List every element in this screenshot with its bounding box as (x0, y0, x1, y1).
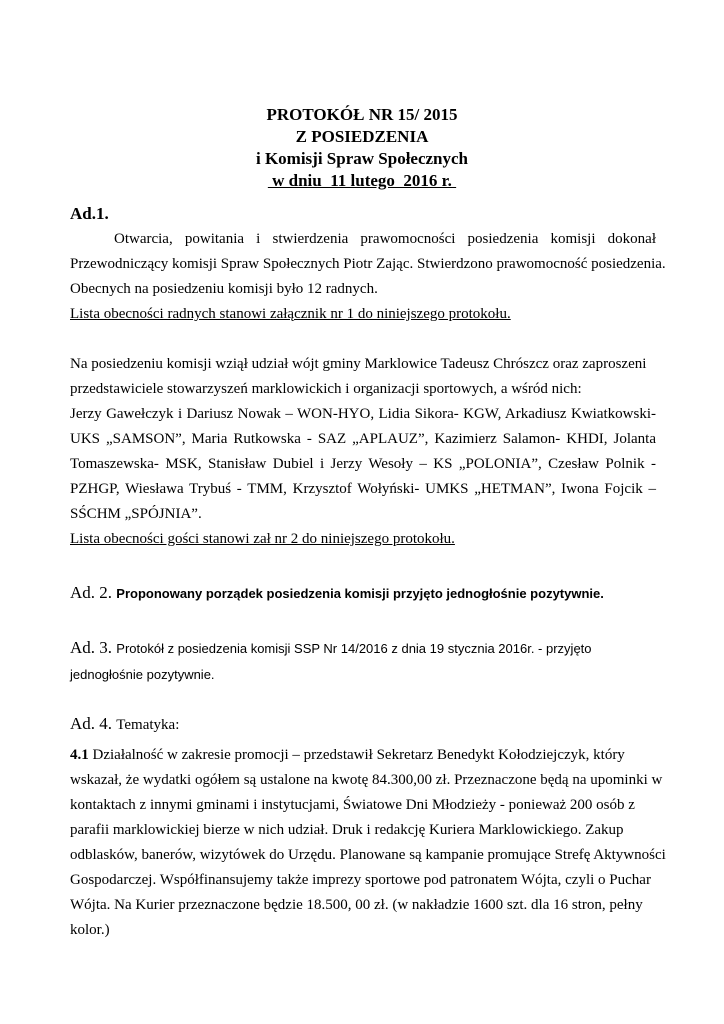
ad4-row (70, 714, 179, 734)
ad4-item-line-8: kolor.) (70, 922, 110, 938)
title-line-3: i Komisji Spraw Społecznych (255, 149, 469, 168)
ad1-guests-note: Lista obecności gości stanowi zał nr 2 do niniejszego protokołu. (70, 531, 455, 547)
ad3-heading: Ad. 3. (70, 638, 113, 657)
ad4-item-text: Działalność w zakresie promocji – przedstawił Sekretarz Benedykt Kołodziejczyk, który (88, 747, 625, 763)
ad4-item-first-line (70, 746, 625, 764)
ad4-item-line-7: Wójta. Na Kurier przeznaczone będzie 18.500, 00 zł. (w nakładzie 1600 szt. dla 16 stron, pełny (70, 897, 643, 913)
ad1-attendance-note: Lista obecności radnych stanowi załącznik nr 1 do niniejszego protokołu. (70, 306, 511, 322)
ad4-item-line-4: parafii marklowickiej bierze w nich udział. Druk i redakcję Kuriera Marklowickiego. Zakup (70, 822, 624, 838)
ad4-item-line-2: wskazał, że wydatki ogółem są ustalone na kwotę 84.300,00 zł. Przeznaczone będą na upominki w (70, 772, 663, 788)
ad1-p2-line-3: Jerzy Gawełczyk i Dariusz Nowak – WON-HYO, Lidia Sikora- KGW, Arkadiusz Kwiatkowski- (70, 406, 656, 422)
ad4-item-line-6: Gospodarczej. Współfinansujemy także imprezy sportowe pod patronatem Wójta, czyli o Puchar (70, 872, 651, 888)
ad2-row (70, 583, 604, 603)
ad1-p2-line-4: UKS „SAMSON”, Maria Rutkowska - SAZ „APLAUZ”, Kazimierz Salamon- KHDI, Jolanta (70, 431, 656, 447)
title-date: w dniu 11 lutego 2016 r. (267, 171, 457, 190)
ad3-row (70, 638, 592, 658)
ad1-p2-line-6: PZHGP, Wiesława Trybuś - TMM, Krzysztof Wołyński- UMKS „HETMAN”, Iwona Fojcik – (70, 481, 656, 497)
ad1-p1-line-3: Obecnych na posiedzeniu komisji było 12 radnych. (70, 281, 378, 297)
ad1-p2-line-5: Tomaszewska- MSK, Stanisław Dubiel i Jerzy Wesoły – KS „POLONIA”, Czesław Polnik - (70, 456, 656, 472)
title-line-2: Z POSIEDZENIA (295, 127, 429, 146)
ad4-item-line-3: kontaktach z innymi gminami i instytucjami, Światowe Dni Młodzieży - ponieważ 200 osób z (70, 797, 635, 813)
ad1-p2-line-1: Na posiedzeniu komisji wziął udział wójt gminy Marklowice Tadeusz Chrószcz oraz zaproszeni (70, 356, 647, 372)
ad1-p1-line-1: Otwarcia, powitania i stwierdzenia prawomocności posiedzenia komisji dokonał (114, 231, 656, 247)
ad4-heading: Ad. 4. (70, 714, 113, 733)
document-title (0, 104, 724, 192)
ad4-subtitle: Tematyka: (116, 717, 180, 733)
ad1-p2-line-2: przedstawiciele stowarzyszeń marklowickich i organizacji sportowych, a wśród nich: (70, 381, 582, 397)
ad1-heading: Ad.1. (70, 204, 109, 223)
title-line-1: PROTOKÓŁ NR 15/ 2015 (266, 105, 458, 124)
ad4-item-line-5: odblasków, banerów, wizytówek do Urzędu. Planowane są kampanie promujące Strefę Aktywności (70, 847, 666, 863)
ad2-heading: Ad. 2. (70, 583, 113, 602)
ad1-p2-line-7: SŚCHM „SPÓJNIA”. (70, 506, 202, 522)
ad1-p1-line-2: Przewodniczący komisji Spraw Społecznych Piotr Zając. Stwierdzono prawomocność posiedzenia. (70, 256, 666, 272)
ad3-text-2: jednogłośnie pozytywnie. (70, 667, 215, 682)
ad4-item-number: 4.1 (70, 747, 89, 763)
ad3-text-1: Protokół z posiedzenia komisji SSP Nr 14/2016 z dnia 19 stycznia 2016r. - przyjęto (116, 641, 592, 656)
ad2-text: Proponowany porządek posiedzenia komisji przyjęto jednogłośnie pozytywnie. (116, 586, 604, 601)
